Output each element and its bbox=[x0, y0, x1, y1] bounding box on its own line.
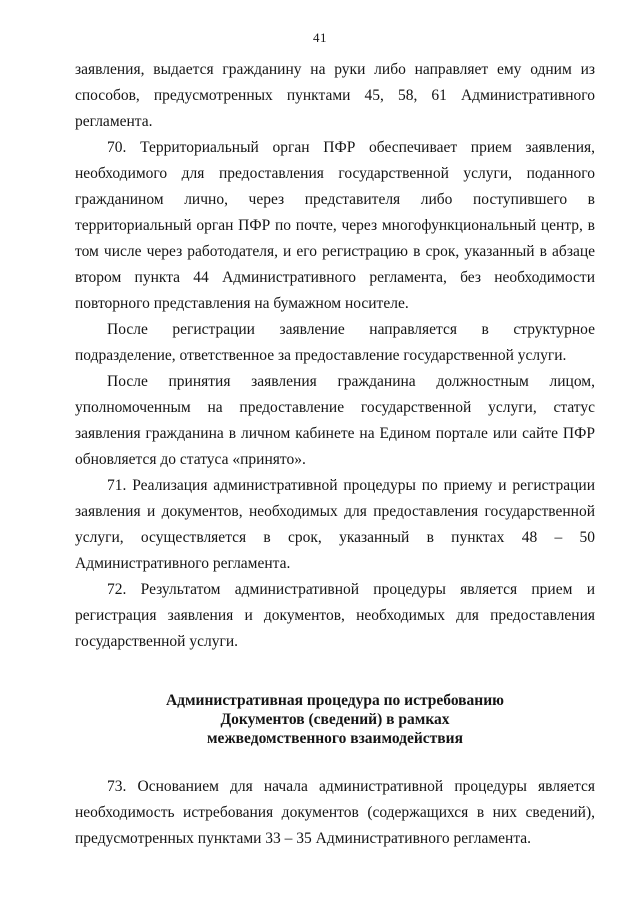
paragraph-72: 72. Результатом административной процедуры является прием и регистрация заявления и документов, необходимых для предоставления государственной услуги. bbox=[75, 581, 595, 650]
paragraph-70: 70. Территориальный орган ПФР обеспечивает прием заявления, необходимого для предоставления государственной услуги, поданного гражданином лично, через представителя либо поступившего в территориальный орган ПФР по почте, через многофункциональный центр, в том числе через работодателя, и его регистрацию в срок, указанный в абзаце втором пункта 44 Административного регламента, без необходимости повторного представления на бумажном носителе. bbox=[75, 139, 595, 312]
paragraph-73: 73. Основанием для начала административной процедуры является необходимость истребования документов (содержащихся в них сведений), предусмотренных пунктами 33 – 35 Административного регламента. bbox=[75, 778, 595, 847]
paragraph-continuation: заявления, выдается гражданину на руки либо направляет ему одним из способов, предусмотренных пунктами 45, 58, 61 Административного регламента. bbox=[75, 61, 595, 130]
document-body bbox=[75, 57, 595, 852]
section-heading-line-3: межведомственного взаимодействия bbox=[207, 730, 463, 747]
section-heading-line-2: Документов (сведений) в рамках bbox=[220, 711, 450, 728]
section-heading-line-1: Административная процедура по истребованию bbox=[165, 692, 505, 709]
paragraph-71: 71. Реализация административной процедуры по приему и регистрации заявления и документов, необходимых для предоставления государственной услуги, осуществляется в срок, указанный в пунктах 48 – 50 Административного регламента. bbox=[75, 477, 595, 572]
section-heading bbox=[75, 691, 595, 748]
paragraph-status: После принятия заявления гражданина должностным лицом, уполномоченным на предоставление государственной услуги, статус заявления гражданина в личном кабинете на Едином портале или сайте ПФР обновляется до статуса «принято». bbox=[75, 373, 595, 468]
page-number: 41 bbox=[313, 30, 327, 45]
paragraph-registration: После регистрации заявление направляется в структурное подразделение, ответственное за предоставление государственной услуги. bbox=[75, 321, 595, 364]
